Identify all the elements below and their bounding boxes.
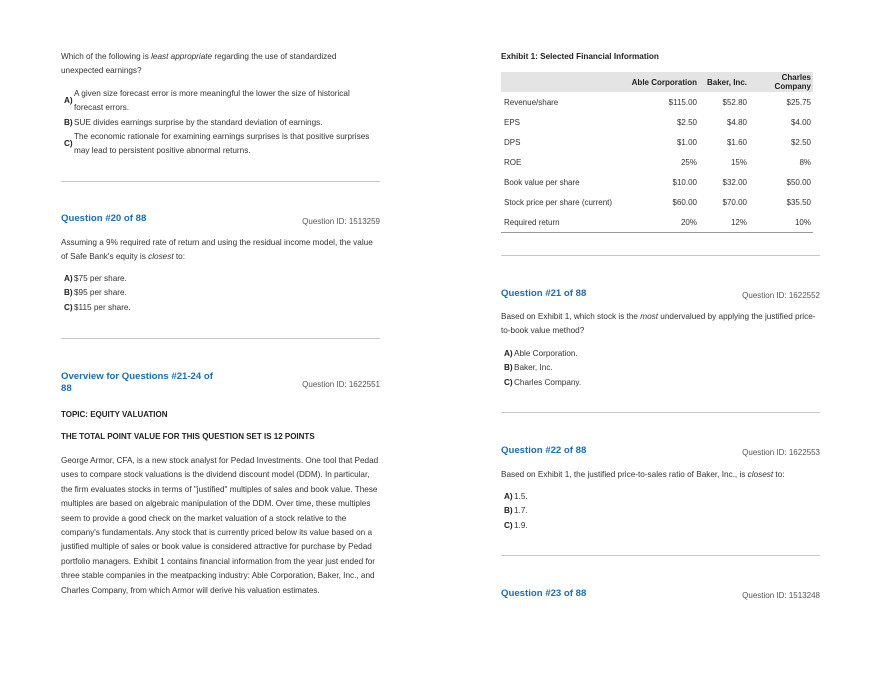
table-cell: $115.00 — [668, 97, 697, 107]
table-cell: Stock price per share (current) — [504, 197, 613, 207]
q22-option-b[interactable] — [501, 504, 820, 518]
q20-question-id: Question ID: 1513259 — [302, 217, 380, 226]
table-cell: $4.00 — [790, 117, 811, 127]
table-row — [501, 132, 813, 152]
q21-title: Question #21 of 88 — [501, 288, 587, 299]
table-cell: $1.00 — [676, 137, 697, 147]
overview-title-line1: Overview for Questions #21-24 of — [61, 371, 213, 382]
q21-stem — [501, 310, 820, 339]
q21-option-c[interactable] — [501, 376, 820, 390]
q20-option-a[interactable] — [61, 272, 380, 286]
table-row — [501, 92, 813, 112]
option-letter: B) — [504, 506, 513, 516]
q22-stem — [501, 468, 820, 482]
divider — [501, 412, 820, 413]
q22-title: Question #22 of 88 — [501, 445, 587, 456]
table-cell: $2.50 — [676, 117, 697, 127]
option-letter: A) — [64, 274, 73, 283]
table-header: Baker, Inc. — [699, 72, 749, 92]
table-cell: $52.80 — [722, 97, 747, 107]
option-text: $95 per share. — [74, 288, 127, 298]
overview-points: THE TOTAL POINT VALUE FOR THIS QUESTION SET IS 12 POINTS — [61, 432, 315, 441]
overview-question-id: Question ID: 1622551 — [302, 380, 380, 389]
option-text-line2: may lead to persistent positive abnormal returns. — [74, 146, 251, 156]
q22-stem-text-end: to: — [773, 470, 785, 479]
option-letter: C) — [504, 377, 513, 387]
table-cell: 8% — [799, 157, 811, 167]
table-row — [501, 112, 813, 132]
q19-stem-text-end: regarding the use of standardized unexpected earnings? — [61, 52, 337, 76]
divider — [501, 255, 820, 256]
table-cell: $4.80 — [726, 117, 747, 127]
table-cell: Book value per share — [504, 177, 580, 187]
q19-stem — [61, 50, 361, 79]
q21-option-b[interactable] — [501, 361, 820, 375]
q19-option-b[interactable] — [61, 116, 380, 131]
option-text: Baker, Inc. — [514, 363, 553, 373]
q22-option-c[interactable] — [501, 519, 820, 533]
exhibit-title: Exhibit 1: Selected Financial Information — [501, 52, 659, 61]
q19-stem-emphasis: least appropriate — [151, 52, 213, 61]
overview-topic: TOPIC: EQUITY VALUATION — [61, 410, 168, 419]
option-text: SUE divides earnings surprise by the standard deviation of earnings. — [74, 118, 323, 127]
table-cell: $2.50 — [790, 137, 811, 147]
q21-stem-emphasis: most — [640, 312, 659, 321]
overview-title-line2: 88 — [61, 383, 72, 394]
q21-options — [501, 347, 820, 390]
option-text: 1.9. — [514, 520, 528, 530]
divider — [61, 338, 380, 339]
exhibit-table — [501, 72, 813, 233]
table-cell: $50.00 — [786, 177, 811, 187]
table-cell: $32.00 — [722, 177, 747, 187]
table-cell: ROE — [504, 157, 522, 167]
table-cell: DPS — [504, 137, 521, 147]
q22-options — [501, 490, 820, 533]
table-cell: 10% — [749, 212, 813, 233]
table-cell: $60.00 — [672, 197, 697, 207]
table-cell: 15% — [730, 157, 747, 167]
option-text: Able Corporation. — [514, 349, 578, 358]
q19-option-a[interactable] — [61, 87, 380, 117]
option-text: $75 per share. — [74, 274, 127, 283]
table-row — [501, 212, 813, 233]
q20-stem — [61, 236, 380, 265]
q23-question-id: Question ID: 1513248 — [742, 591, 820, 600]
q22-option-a[interactable] — [501, 490, 820, 504]
q23-title: Question #23 of 88 — [501, 588, 587, 599]
table-cell: EPS — [504, 117, 521, 127]
overview-body: George Armor, CFA, is a new stock analyst for Pedad Investments. One tool that Pedad uses to compare stock valuations is the dividend discount model (DDM). In particular, the firm evaluates stocks in terms of "justified" multiples of sales and book value. These multiples are based on algebraic manipulation of the DDM. Over time, these multiples seem to provide a good check on the market valuation of a stock relative to the company's fundamentals. Any stock that is currently priced below its value based on a justified multiple of sales or book value is considered attractive for purchase by Pedad portfolio managers. Exhibit 1 contains financial information from the year just ended for three stable companies in the meatpacking industry: Able Corporation, Baker, Inc., and Charles Company, from which Armor will derive his valuation estimates. — [61, 456, 379, 595]
q22-stem-text: Based on Exhibit 1, the justified price-to-sales ratio of Baker, Inc., is — [501, 470, 748, 479]
table-cell: 20% — [623, 212, 699, 233]
table-cell: $25.75 — [786, 97, 811, 107]
q20-option-c[interactable] — [61, 301, 380, 315]
table-row — [501, 152, 813, 172]
q19-option-c[interactable] — [61, 130, 380, 160]
option-text-line2: forecast errors. — [74, 103, 130, 113]
q20-stem-text: Assuming a 9% required rate of return and using the residual income model, the value of Safe Bank's equity is — [61, 238, 373, 262]
option-letter: B) — [64, 118, 73, 127]
table-cell: Revenue/share — [504, 97, 559, 107]
option-letter: A) — [504, 349, 513, 358]
table-cell: $35.50 — [786, 197, 811, 207]
option-text: 1.5. — [514, 492, 528, 501]
option-letter: A) — [64, 96, 73, 105]
table-cell: $1.60 — [726, 137, 747, 147]
table-header: Charles Company — [749, 72, 813, 92]
q22-question-id: Question ID: 1622553 — [742, 448, 820, 457]
table-row — [501, 172, 813, 192]
table-row — [501, 192, 813, 212]
q21-stem-text-end: undervalued by applying the justified price-to-book value method? — [501, 312, 816, 336]
q21-stem-text: Based on Exhibit 1, which stock is the — [501, 312, 641, 321]
q19-stem-text: Which of the following is — [61, 52, 152, 61]
option-letter: A) — [504, 492, 513, 501]
divider — [61, 181, 380, 182]
overview-title — [61, 371, 213, 395]
option-letter: C) — [64, 302, 73, 312]
table-cell: Required return — [501, 212, 623, 233]
divider — [501, 555, 820, 556]
table-header — [501, 72, 623, 92]
table-header: Able Corporation — [623, 72, 699, 92]
q20-options — [61, 272, 380, 315]
table-cell: $70.00 — [722, 197, 747, 207]
q21-question-id: Question ID: 1622552 — [742, 291, 820, 300]
option-text: 1.7. — [514, 506, 528, 516]
option-text-line1: The economic rationale for examining earnings surprises is that positive surprises — [74, 132, 370, 141]
table-cell: 12% — [699, 212, 749, 233]
option-text: $115 per share. — [74, 302, 131, 312]
table-header-row — [501, 72, 813, 92]
q20-option-b[interactable] — [61, 286, 380, 300]
option-text: Charles Company. — [514, 377, 582, 387]
q20-stem-emphasis: closest — [148, 252, 174, 262]
table-cell: 25% — [680, 157, 697, 167]
option-letter: C) — [504, 520, 513, 530]
option-text-line1: A given size forecast error is more meaningful the lower the size of historical — [74, 89, 350, 98]
q20-stem-text-end: to: — [173, 252, 185, 262]
q20-title: Question #20 of 88 — [61, 213, 147, 224]
q21-option-a[interactable] — [501, 347, 820, 361]
option-letter: B) — [504, 363, 513, 373]
table-cell: $10.00 — [672, 177, 697, 187]
q22-stem-emphasis: closest — [747, 470, 774, 479]
option-letter: B) — [64, 288, 73, 298]
option-letter: C) — [64, 139, 73, 148]
